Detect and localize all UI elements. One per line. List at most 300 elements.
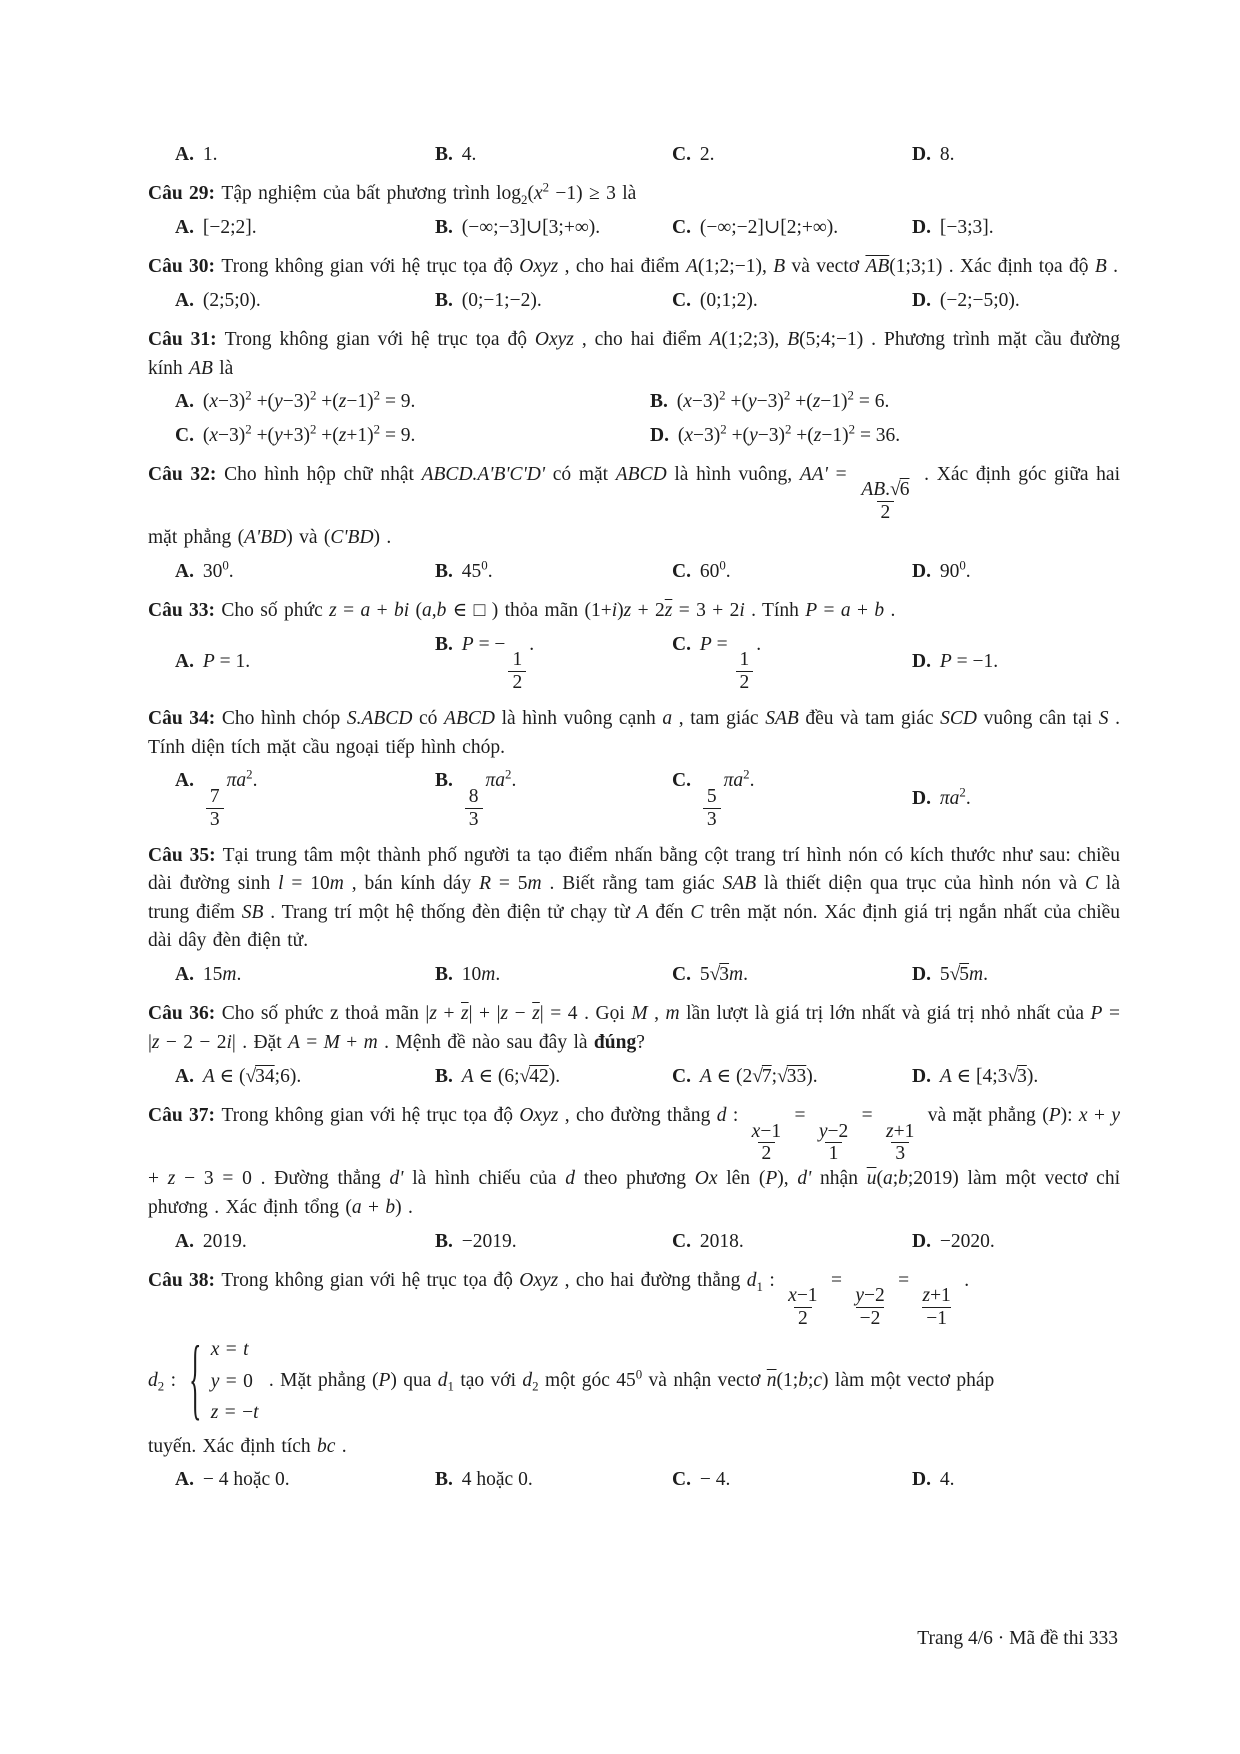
math-italic: A bbox=[636, 901, 649, 923]
math-italic: ABCD bbox=[444, 707, 495, 729]
fraction-numerator: z+1 bbox=[886, 1120, 915, 1142]
math-italic: l bbox=[278, 873, 284, 895]
math-italic: y bbox=[274, 424, 283, 446]
math-overline bbox=[867, 1168, 877, 1189]
cases-brace: { bbox=[189, 1329, 202, 1431]
superscript: 2 bbox=[245, 422, 252, 437]
answer-letter: D. bbox=[650, 424, 674, 446]
question-label: Câu 32: bbox=[148, 463, 225, 485]
answer-text: (−∞;−2]∪[2;+∞). bbox=[699, 216, 839, 238]
question-text: Cho số phức z thoả mãn $|z + \overline{z}| + |z - \overline{z}| = 4$ . Gọi M , m lần lượt là giá trị lớn nhất và giá trị nhỏ nhất của P = |z − 2 − 2i| . Đặt A = M + m . Mệnh đề nào sau đây là đúng? bbox=[148, 1003, 1120, 1054]
answer-letter: A. bbox=[175, 964, 199, 986]
answer-option bbox=[672, 555, 912, 588]
math-fraction bbox=[857, 479, 913, 524]
math-italic: A bbox=[685, 256, 698, 278]
question-body bbox=[148, 326, 1120, 383]
sqrt-body: 3 bbox=[719, 964, 730, 986]
math-italic: z bbox=[210, 1402, 219, 1424]
math-fraction bbox=[703, 786, 721, 831]
math-italic: ABCD.A'B'C'D' bbox=[421, 463, 545, 485]
math-fraction bbox=[784, 1285, 821, 1330]
question-block bbox=[148, 253, 1120, 317]
math-sqrt bbox=[710, 964, 729, 985]
answer-letter: C. bbox=[672, 1065, 696, 1087]
superscript: 2 bbox=[959, 785, 966, 800]
subscript: 1 bbox=[756, 1279, 763, 1294]
answer-text: $(x-3)^2 +(y-3)^2 +(z-1)^2 = 6$. bbox=[676, 388, 890, 413]
bold-text: đúng bbox=[593, 1032, 637, 1054]
answer-letter: D. bbox=[912, 651, 936, 673]
math-italic: x bbox=[684, 424, 693, 446]
answer-text: 4. bbox=[461, 144, 477, 165]
math-fraction bbox=[918, 1285, 954, 1330]
math-italic: x bbox=[209, 424, 218, 446]
math-italic: m bbox=[481, 964, 496, 986]
answer-text: $45^0$. bbox=[461, 558, 493, 582]
answer-letter: B. bbox=[435, 216, 458, 238]
fraction-numerator: 8 bbox=[468, 785, 479, 807]
answer-letter: B. bbox=[435, 633, 458, 655]
question-block bbox=[148, 180, 1120, 244]
answer-option bbox=[175, 764, 435, 832]
answer-option bbox=[175, 138, 435, 171]
superscript: 0 bbox=[719, 558, 726, 573]
question-body bbox=[148, 461, 1120, 553]
math-italic: c bbox=[813, 1369, 823, 1391]
math-italic: bc bbox=[317, 1435, 336, 1457]
math-italic: P bbox=[202, 651, 215, 673]
fraction-denominator: −2 bbox=[856, 1307, 885, 1330]
math-italic: SAB bbox=[722, 873, 757, 895]
answer-option bbox=[912, 1463, 1120, 1496]
math-italic: d' bbox=[389, 1168, 404, 1190]
math-italic: πa bbox=[723, 770, 744, 792]
math-italic: i bbox=[611, 600, 618, 622]
math-italic: SCD bbox=[940, 707, 977, 729]
answer-text: P = 1. bbox=[202, 651, 251, 673]
math-italic: m bbox=[665, 1003, 680, 1025]
answer-letter: A. bbox=[175, 1065, 199, 1087]
fraction-numerator: y−2 bbox=[855, 1285, 885, 1307]
math-italic: d bbox=[522, 1369, 533, 1391]
subscript: 2 bbox=[521, 193, 528, 208]
answer-text: 1. bbox=[202, 144, 218, 165]
answer-text: $(x-3)^2 +(y-3)^2 +(z-1)^2 = 9$. bbox=[202, 388, 416, 413]
math-sqrt bbox=[245, 1066, 274, 1087]
math-italic: A bbox=[939, 1065, 952, 1087]
answer-option bbox=[175, 211, 435, 244]
math-italic: R bbox=[479, 873, 491, 895]
answer-letter: C. bbox=[672, 964, 696, 986]
answer-text: 2. bbox=[699, 144, 715, 165]
math-italic: y bbox=[210, 1370, 220, 1392]
fraction-denominator: −1 bbox=[922, 1307, 951, 1330]
math-italic: bi bbox=[393, 600, 410, 622]
answer-letter: D. bbox=[912, 964, 936, 986]
answer-letter: C. bbox=[672, 1469, 696, 1491]
math-italic: z bbox=[329, 600, 337, 622]
superscript: 2 bbox=[373, 388, 381, 403]
math-italic: y bbox=[1111, 1104, 1120, 1126]
superscript: 0 bbox=[635, 1367, 643, 1382]
superscript: 2 bbox=[246, 767, 253, 782]
math-italic: x bbox=[683, 391, 692, 413]
answer-letter: A. bbox=[175, 289, 199, 311]
answer-option bbox=[175, 555, 435, 588]
math-italic: d' bbox=[797, 1168, 812, 1190]
math-italic: z bbox=[429, 1003, 437, 1025]
answer-option bbox=[912, 284, 1120, 317]
answer-option bbox=[912, 1060, 1120, 1093]
math-italic: z bbox=[812, 391, 821, 413]
superscript: 2 bbox=[783, 388, 791, 403]
question-text: Trong không gian với hệ trục tọa độ Oxyz , cho hai điểm A(1;2;−1), B và vectơ $\overline{AB}(1;3;1)$ . Xác định tọa độ B . bbox=[221, 256, 1119, 278]
math-italic: d bbox=[437, 1369, 448, 1391]
superscript: 2 bbox=[373, 422, 381, 437]
sqrt-body: 7 bbox=[761, 1065, 772, 1087]
answer-option bbox=[912, 645, 1120, 678]
answer-option bbox=[435, 1060, 672, 1093]
sqrt-body: 33 bbox=[786, 1065, 807, 1087]
question-body bbox=[148, 842, 1120, 957]
fraction-denominator: 2 bbox=[736, 671, 754, 694]
math-italic: πa bbox=[939, 787, 960, 809]
sqrt-body: 6 bbox=[899, 479, 910, 501]
answer-text: 2019. bbox=[202, 1230, 247, 1252]
math-italic: z bbox=[338, 391, 347, 413]
answer-text: A ∈ (√34;6). bbox=[202, 1065, 302, 1087]
answer-option bbox=[435, 628, 672, 696]
answer-letter: B. bbox=[435, 144, 458, 165]
question-block bbox=[148, 1102, 1120, 1258]
math-fraction bbox=[748, 1121, 785, 1166]
answer-letter: D. bbox=[912, 560, 936, 582]
fraction-denominator: 1 bbox=[825, 1142, 843, 1165]
answer-text: −2020. bbox=[939, 1230, 995, 1252]
question-block bbox=[148, 461, 1120, 588]
answer-text: P = $\frac{1}{2}$ . bbox=[699, 633, 762, 694]
math-italic: S bbox=[1098, 707, 1109, 729]
math-italic: A'BD bbox=[244, 527, 287, 549]
question-text: Trong không gian với hệ trục tọa độ Oxyz , cho đường thẳng d : $\frac{x-1}{2}$ = $\frac{y-2}{1}$ = $\frac{z+1}{3}$ và mặt phẳng (P): x + y + z − 3 = 0 . Đường thẳng d' là hình chiếu của d theo phương Ox lên (P), d' nhận $\overline{u}(a;b;2019)$ làm một vectơ chỉ phương . Xác định tổng (a + b) . bbox=[148, 1104, 1120, 1218]
answer-row bbox=[148, 1060, 1120, 1093]
answer-option bbox=[175, 1225, 435, 1258]
radical-sign: √ bbox=[519, 1065, 530, 1087]
fraction-denominator: 2 bbox=[758, 1142, 776, 1165]
math-italic: y bbox=[747, 391, 757, 413]
superscript: 0 bbox=[222, 558, 229, 573]
superscript: 2 bbox=[542, 180, 550, 195]
fraction-numerator: AB.√6 bbox=[861, 479, 910, 501]
math-italic: A bbox=[202, 1065, 215, 1087]
answer-text: −2019. bbox=[461, 1230, 517, 1252]
question-text: Trong không gian với hệ trục tọa độ Oxyz , cho hai điểm A(1;2;3), B(5;4;−1) . Phương trình mặt cầu đường kính AB là bbox=[148, 329, 1120, 379]
math-italic: y bbox=[274, 391, 283, 413]
answer-row bbox=[148, 1225, 1120, 1258]
superscript: 2 bbox=[743, 767, 750, 782]
math-fraction bbox=[851, 1285, 888, 1330]
math-italic: $\overline{z}$ bbox=[461, 1003, 469, 1025]
cases-line: x = t bbox=[210, 1339, 249, 1360]
question-label: Câu 36: bbox=[148, 1003, 222, 1025]
math-italic: A bbox=[461, 1065, 474, 1087]
superscript: 2 bbox=[505, 767, 512, 782]
math-italic: P bbox=[765, 1168, 778, 1190]
answer-option bbox=[672, 764, 912, 832]
math-italic: z bbox=[167, 1168, 176, 1190]
question-label: Câu 30: bbox=[148, 256, 222, 278]
sqrt-body: 34 bbox=[255, 1065, 275, 1087]
answer-text: $90^0$. bbox=[939, 558, 971, 582]
math-sqrt bbox=[752, 1066, 771, 1087]
fraction-numerator: x−1 bbox=[788, 1285, 818, 1307]
question-text: Trong không gian với hệ trục tọa độ Oxyz , cho hai đường thẳng $d_1$ : $\frac{x-1}{2}$ = $\frac{y-2}{-2}$ = $\frac{z+1}{-1}$ . bbox=[221, 1269, 970, 1330]
question-body bbox=[148, 1267, 1120, 1330]
math-italic: πa bbox=[226, 770, 247, 792]
answer-option bbox=[435, 284, 672, 317]
answer-letter: C. bbox=[672, 289, 696, 311]
fraction-numerator: z+1 bbox=[922, 1285, 951, 1307]
answer-option bbox=[175, 284, 435, 317]
math-cases bbox=[186, 1329, 259, 1431]
answer-text: [−2;2]. bbox=[202, 216, 257, 238]
question-text: Cho số phức z = a + bi (a,b ∈ □ ) thỏa mãn $(1+i)z + 2\overline{z} = 3 + 2i$ . Tính P = a + b . bbox=[221, 600, 896, 622]
math-italic: i bbox=[226, 1032, 232, 1054]
answer-text: 5√3m. bbox=[699, 964, 749, 986]
math-italic: a bbox=[882, 1168, 893, 1190]
question-text: Cho hình chóp S.ABCD có ABCD là hình vuông cạnh a , tam giác SAB đều và tam giác SCD vuông cân tại S . Tính diện tích mặt cầu ngoại tiếp hình chóp. bbox=[148, 707, 1121, 758]
math-sqrt bbox=[520, 1066, 549, 1087]
answer-letter: C. bbox=[672, 770, 696, 792]
math-italic: m bbox=[222, 964, 237, 986]
math-italic: C bbox=[1085, 873, 1099, 895]
answer-text: [−3;3]. bbox=[939, 216, 994, 238]
question-block bbox=[148, 705, 1120, 833]
math-italic: z bbox=[886, 1120, 894, 1142]
fraction-numerator: 5 bbox=[706, 785, 717, 807]
math-fraction bbox=[465, 786, 483, 831]
superscript: 2 bbox=[847, 388, 854, 403]
math-fraction bbox=[882, 1121, 918, 1166]
math-italic: x bbox=[209, 391, 218, 413]
math-italic: x bbox=[533, 183, 543, 205]
math-italic: m bbox=[729, 964, 744, 986]
answer-option bbox=[175, 385, 650, 418]
fraction-numerator: y−2 bbox=[818, 1120, 849, 1142]
math-italic: z bbox=[922, 1285, 931, 1307]
answer-option bbox=[912, 782, 1120, 815]
answer-text: $30^0$. bbox=[202, 558, 234, 582]
fraction-denominator: 2 bbox=[794, 1307, 812, 1330]
math-fraction bbox=[508, 649, 526, 694]
math-italic: A bbox=[709, 329, 722, 351]
answer-letter: B. bbox=[435, 1469, 458, 1491]
answer-letter: D. bbox=[912, 1065, 936, 1087]
math-italic: b bbox=[798, 1369, 808, 1391]
math-italic: Oxyz bbox=[519, 1269, 559, 1291]
answer-text: $\frac{5}{3}$ $\pi a^2$. bbox=[700, 770, 755, 791]
answer-option bbox=[650, 385, 1120, 418]
answer-text: 5√5m. bbox=[939, 964, 989, 986]
answer-text: (2;5;0). bbox=[202, 289, 261, 311]
math-italic: B bbox=[773, 256, 786, 278]
math-italic: A bbox=[287, 1032, 300, 1054]
page-footer bbox=[0, 1628, 1118, 1650]
math-italic: m bbox=[969, 964, 984, 986]
math-italic: Ox bbox=[694, 1168, 718, 1190]
answer-letter: B. bbox=[435, 1065, 458, 1087]
answer-letter: B. bbox=[435, 1230, 458, 1252]
math-italic: B bbox=[1094, 256, 1107, 278]
answer-option bbox=[672, 958, 912, 991]
radical-sign: √ bbox=[949, 964, 960, 986]
cases-line: z = −t bbox=[210, 1402, 259, 1424]
math-italic: C'BD bbox=[330, 527, 374, 549]
math-overline bbox=[532, 1003, 540, 1024]
question-block bbox=[148, 1267, 1120, 1497]
math-italic: $\overline{n}$ bbox=[766, 1369, 777, 1391]
answer-option bbox=[435, 138, 672, 171]
answer-letter: C. bbox=[672, 144, 696, 165]
answer-text: P = − $\frac{1}{2}$ . bbox=[461, 633, 535, 694]
answer-option bbox=[435, 555, 672, 588]
answer-text: (−2;−5;0). bbox=[939, 289, 1020, 311]
math-italic: z bbox=[338, 424, 347, 446]
radical-sign: √ bbox=[709, 964, 720, 986]
fraction-numerator: 1 bbox=[739, 649, 750, 671]
question-label: Câu 38: bbox=[148, 1269, 222, 1291]
question-body bbox=[148, 1000, 1120, 1057]
answer-option bbox=[672, 138, 912, 171]
answer-letter: B. bbox=[435, 770, 458, 792]
answer-row bbox=[148, 284, 1120, 317]
fraction-denominator: 2 bbox=[877, 501, 895, 524]
math-overline bbox=[665, 600, 673, 621]
math-italic: d bbox=[565, 1168, 576, 1190]
answer-text: A ∈ (6;√42). bbox=[461, 1065, 561, 1087]
answer-option bbox=[672, 284, 912, 317]
answer-option bbox=[672, 628, 912, 696]
math-italic: a bbox=[351, 1196, 362, 1218]
fraction-denominator: 3 bbox=[891, 1142, 909, 1165]
answer-letter: B. bbox=[435, 289, 458, 311]
answer-option bbox=[912, 958, 1120, 991]
math-overline bbox=[865, 256, 889, 277]
footer-text: Trang 4/6 · Mã đề thi 333 bbox=[917, 1628, 1118, 1649]
answer-row bbox=[148, 138, 1120, 171]
question-text: Tập nghiệm của bất phương trình $\log_2(x^2 -1) \ge 3$ là bbox=[221, 180, 637, 208]
answer-option bbox=[912, 138, 1120, 171]
math-italic: m bbox=[363, 1032, 378, 1054]
superscript: 2 bbox=[309, 422, 317, 437]
answer-letter: A. bbox=[175, 651, 199, 673]
answer-letter: A. bbox=[175, 1469, 199, 1491]
math-italic: AB bbox=[189, 357, 213, 379]
answer-option bbox=[650, 419, 1120, 452]
math-italic: SAB bbox=[765, 707, 799, 729]
question-label: Câu 33: bbox=[148, 600, 222, 622]
math-overline bbox=[461, 1003, 469, 1024]
superscript: 2 bbox=[309, 388, 317, 403]
question-block bbox=[148, 597, 1120, 696]
math-sqrt bbox=[890, 479, 909, 500]
answer-row bbox=[148, 958, 1120, 991]
math-fraction bbox=[736, 649, 754, 694]
answer-row bbox=[148, 628, 1120, 696]
question-body bbox=[148, 253, 1120, 282]
answer-letter: C. bbox=[672, 216, 696, 238]
answer-option bbox=[435, 1225, 672, 1258]
fraction-numerator: 1 bbox=[512, 649, 523, 671]
answer-text: $\frac{7}{3}$ $\pi a^2$. bbox=[203, 770, 258, 791]
math-italic: y bbox=[749, 424, 758, 446]
math-italic: C bbox=[690, 901, 704, 923]
radical-sign: √ bbox=[777, 1065, 787, 1087]
answer-text: − 4. bbox=[699, 1469, 731, 1491]
math-fraction bbox=[206, 786, 224, 831]
answer-letter: D. bbox=[912, 1469, 936, 1491]
fraction-denominator: 3 bbox=[206, 808, 224, 831]
answer-letter: C. bbox=[175, 424, 199, 446]
math-overline bbox=[767, 1370, 777, 1391]
answer-text: $(x-3)^2 +(y-3)^2 +(z-1)^2 = 36$. bbox=[677, 422, 901, 446]
superscript: 2 bbox=[720, 422, 727, 437]
radical-sign: √ bbox=[1007, 1065, 1018, 1087]
answer-option bbox=[912, 1225, 1120, 1258]
fraction-numerator: 7 bbox=[209, 785, 220, 807]
subscript: 1 bbox=[447, 1379, 454, 1394]
math-italic: Oxyz bbox=[534, 329, 574, 351]
question-label: Câu 34: bbox=[148, 707, 222, 729]
answer-text: 4 hoặc 0. bbox=[461, 1469, 533, 1491]
answer-letter: D. bbox=[912, 289, 936, 311]
answer-option bbox=[672, 1463, 912, 1496]
answer-option bbox=[912, 211, 1120, 244]
math-italic: B bbox=[787, 329, 800, 351]
question-body bbox=[148, 597, 1120, 626]
math-italic: πa bbox=[485, 770, 506, 792]
question-label: Câu 35: bbox=[148, 844, 223, 866]
math-italic: AA' bbox=[799, 463, 828, 485]
answer-option bbox=[435, 958, 672, 991]
answer-letter: B. bbox=[435, 560, 458, 582]
math-sqrt bbox=[950, 964, 969, 985]
answer-text: $60^0$. bbox=[699, 558, 731, 582]
answer-letter: A. bbox=[175, 216, 199, 238]
answer-option bbox=[435, 1463, 672, 1496]
question-body bbox=[148, 1102, 1120, 1223]
answer-letter: A. bbox=[175, 1230, 199, 1252]
answer-text: $\frac{8}{3}$ $\pi a^2$. bbox=[462, 770, 517, 791]
answer-option bbox=[175, 419, 650, 452]
math-italic: x bbox=[1078, 1104, 1088, 1126]
math-italic: P bbox=[1090, 1003, 1103, 1025]
answer-text: 4. bbox=[939, 1469, 955, 1491]
answer-row bbox=[148, 211, 1120, 244]
math-italic: $\overline{z}$ bbox=[532, 1003, 540, 1025]
answer-letter: D. bbox=[912, 144, 936, 165]
math-italic: x bbox=[751, 1120, 761, 1142]
math-italic: P bbox=[461, 633, 474, 655]
math-italic: P bbox=[378, 1369, 391, 1391]
answer-letter: C. bbox=[672, 633, 696, 655]
answer-option bbox=[175, 645, 435, 678]
math-italic: m bbox=[329, 873, 344, 895]
answer-option bbox=[175, 1463, 435, 1496]
question-block bbox=[148, 326, 1120, 452]
radical-sign: √ bbox=[890, 479, 900, 501]
question-body bbox=[148, 705, 1120, 762]
